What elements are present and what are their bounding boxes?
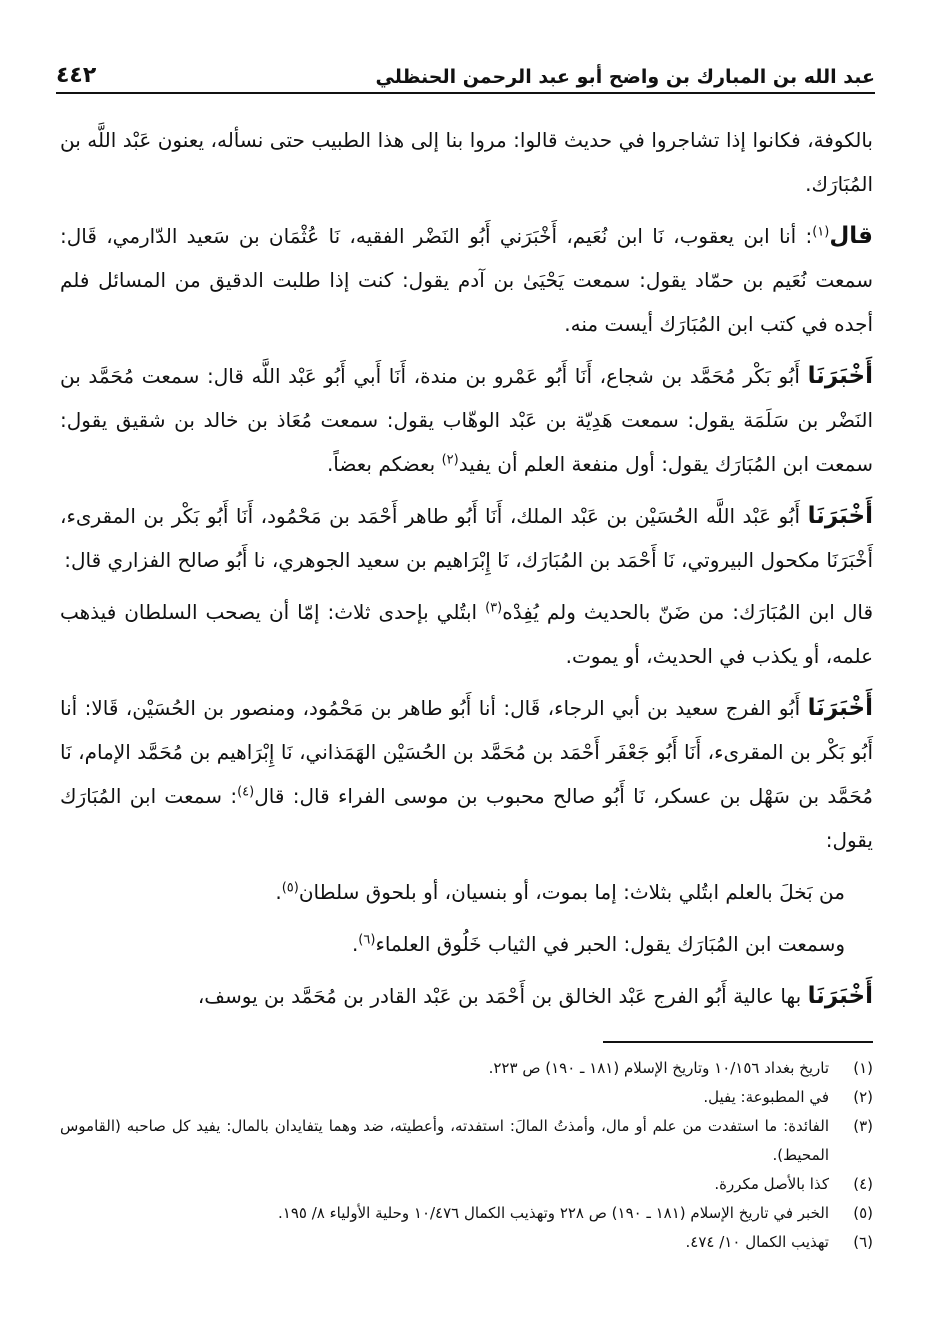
footnote-number: (٢) [853,1088,873,1106]
paragraph-text: أَبُو بَكْر مُحَمَّد بن شجاع، أَنَا أَبُو عَمْرو بن مندة، أَنَا أَبي أَبُو عَبْد اللَّه قال: سمعت مُحَمَّد بن النَضْر بن سَلَمَة يقول: سمعت هَدِيّة بن عَبْد الوهّاب يقول: سمعت مُعَاذ بن خالد بن شقيق يقول: سمعت ابن المُبَارَك يقول: أول منفعة العلم أن يفيد [60,364,873,476]
footnote-number: (٣) [853,1117,873,1135]
footnote-item [60,1170,873,1199]
paragraph [60,214,873,346]
quote-line [60,922,873,966]
footnote-text: الخبر في تاريخ الإسلام (١٨١ ـ ١٩٠) ص ٢٢٨ وتهذيب الكمال ١٠/٤٧٦ وحلية الأولياء ٨/ ١٩٥. [278,1204,829,1222]
paragraph-text: : أنا ابن يعقوب، نَا ابن نُعَيم، أَخْبَرَني أَبُو النَضْر الفقيه، نَا عُثْمَان بن سَعيد الدّارمي، قَال: سمعت نُعَيم بن حمّاد يقول: سمعت يَحْيَىٰ بن آدم يقول: كنت إذا طلبت الدقيق من المسائل فلم أجده في كتب ابن المُبَارَك أيست منه. [60,224,873,336]
paragraph-text: من بَخلَ بالعلم ابتُلي بثلاث: إما بموت، أو بنسيان، أو بلحوق سلطان [298,880,845,904]
footnote-item [60,1054,873,1083]
footnote-text: الفائدة: ما استفدت من علم أو مال، وأمذتُ المالَ: استفدته، وأعطيته، ضد وهما يتفايدان بالمال: يفيد كل صاحبه (القاموس المحيط). [60,1117,829,1164]
running-title: عبد الله بن المبارك بن واضح أبو عبد الرحمن الحنظلي [375,66,875,88]
paragraph-text: قال ابن المُبَارَك: من ضَنّ بالحديث ولم يُفِدْه [502,600,873,624]
paragraph-text: . [351,932,359,956]
paragraph [60,590,873,678]
main-text [60,118,873,1026]
paragraph-lead: أَخْبَرَنَا [807,983,873,1009]
paragraph-text: أَبُو الفرج سعيد بن أبي الرجاء، قَال: أنا أَبُو طاهر بن مَحْمُود، ومنصور بن الحُسَيْن، قَالا: أنا أَبُو بَكْر بن المقرىء، أَنَا أَبُو جَعْفَر أَحْمَد بن مُحَمَّد بن الحُسَيْن الهَمَذاني، نَا إِبْرَاهيم بن مُحَمَّد الإمام، نَا مُحَمَّد بن سَهْل بن عسكر، نَا أَبُو صالح محبوب بن موسى الفراء قال: قال [60,696,874,808]
footnote-number: (٥) [853,1204,873,1222]
footnote-text: تهذيب الكمال ١٠/ ٤٧٤. [685,1233,829,1251]
footnote-item [60,1083,873,1112]
paragraph-lead: قال [829,223,873,249]
footnote-item [60,1199,873,1228]
paragraph [60,686,873,862]
quote-line [60,870,873,914]
footnote-text: كذا بالأصل مكررة. [714,1175,829,1193]
footnote-reference[interactable]: (٢) [441,452,459,468]
footnote-number: (٤) [853,1175,873,1193]
paragraph-text: . [275,880,282,904]
paragraph-text: بها عالية أَبُو الفرج عَبْد الخالق بن أَحْمَد بن عَبْد القادر بن مُحَمَّد بن يوسف، [197,984,808,1008]
paragraph-lead: أَخْبَرَنَا [807,503,873,529]
footnote-reference[interactable]: (١) [812,224,830,240]
footnote-reference[interactable]: (٣) [485,600,503,616]
footnote-item [60,1228,873,1257]
paragraph [60,118,873,206]
footnote-divider [603,1041,873,1043]
page-header [56,52,875,94]
paragraph-text: بعضكم بعضاً. [326,452,442,476]
paragraph-lead: أَخْبَرَنَا [807,695,873,721]
paragraph-text: وسمعت ابن المُبَارَك يقول: الحبر في الثياب خَلُوق العلماء [375,932,845,956]
paragraph [60,974,873,1018]
paragraph-text: أَبُو عَبْد اللَّه الحُسَيْن بن عَبْد الملك، أَنَا أَبُو طاهر أَحْمَد بن مَحْمُود، أَنَا أَبُو بَكْر بن المقرىء، أَخْبَرَنَا مكحول البيروتي، نَا أَحْمَد بن المُبَارَك، نَا إِبْرَاهيم بن سعيد الجوهري، نا أَبُو صالح الفزاري قال: [60,504,873,572]
paragraph-lead: أَخْبَرَنَا [807,363,873,389]
paragraph-text: بالكوفة، فكانوا إذا تشاجروا في حديث قالوا: مروا بنا إلى هذا الطبيب حتى نسأله، يعنون عَبْد اللَّه بن المُبَارَك. [60,128,873,196]
footnote-text: تاريخ بغداد ١٠/١٥٦ وتاريخ الإسلام (١٨١ ـ ١٩٠) ص ٢٢٣. [488,1059,829,1077]
paragraph-text: : سمعت ابن المُبَارَك يقول: [60,784,873,852]
page-number: ٤٤٢ [56,63,97,88]
paragraph [60,494,873,582]
footnote-reference[interactable]: (٥) [281,880,299,896]
footnote-number: (٦) [853,1233,873,1251]
paragraph-text: ابتُلي بإحدى ثلاث: إمّا أن يصحب السلطان فيذهب علمه، أو يكذب في الحديث، أو يموت. [60,600,873,668]
paragraph [60,354,873,486]
footnotes-section [60,1054,873,1257]
footnote-number: (١) [853,1059,873,1077]
footnote-text: في المطبوعة: يفيل. [703,1088,829,1106]
footnote-item [60,1112,873,1170]
footnote-reference[interactable]: (٤) [237,784,255,800]
footnote-reference[interactable]: (٦) [358,932,376,948]
